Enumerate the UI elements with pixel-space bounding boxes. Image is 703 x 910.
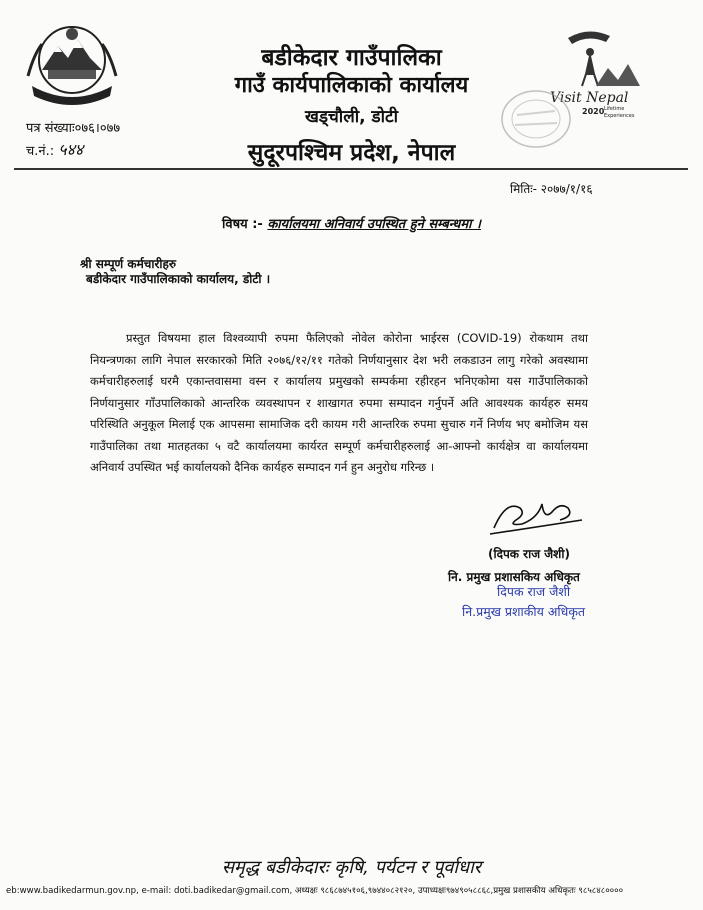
- chalani-number: [26, 138, 83, 160]
- header-line3: खड्चौली, डोटी: [305, 107, 398, 127]
- visit-text: Visit Nepal: [550, 90, 629, 106]
- patra-label: पत्र संख्याः: [26, 121, 75, 136]
- chalani-label: च.नं.:: [26, 144, 55, 159]
- letter-body: प्रस्तुत विषयमा हाल विश्वव्यापी रुपमा फैलिएको नोवेल कोरोना भाईरस (COVID-19) रोकथाम तथा नियन्त्रणका लागि नेपाल सरकारको मिति २०७६/१२/११ गतेको निर्णयानुसार देश भरी लकडाउन लागु गरेको अवस्थामा कर्मचारीहरुलाई घरमै एकान्तवासमा वस्न र कार्यालय प्रमुखको सम्पर्कमा रहीरहन भनिएकोमा यस गाउँपालिकाको निर्णयानुसार गाँउपालिकाको आन्तरिक व्यवस्थापन र शाखागत रुपमा सम्पादन गर्नुपर्ने अति आवश्यक कार्यहरु समय परिस्थिति अनुकूल मिलाई एक आपसमा सामाजिक दरी कायम गरी आन्तरिक रुपमा सुचारु गर्ने निर्णय भए बमोजिम यस गाउँपालिका तथा मातहतका ५ वटै कार्यालयमा कार्यरत सम्पूर्ण कर्मचारीहरुलाई आ-आफ्नो कार्यक्षेत्र वा कार्यालयमा अनिवार्य उपस्थित भई कार्यालयको दैनिक कार्यहरु सम्पादन गर्न हुन अनुरोध गरिन्छ ।: [90, 331, 588, 474]
- visit-tag2: Experiences: [604, 113, 635, 119]
- stamp-name: दिपक राज जैशी: [497, 584, 571, 599]
- header-divider: [14, 168, 688, 170]
- letter-date: मितिः- २०७७/१/१६: [510, 182, 593, 196]
- recipient-line2: बडीकेदार गाउँपालिकाको कार्यालय, डोटी ।: [86, 272, 271, 286]
- subject-text: कार्यालयमा अनिवार्य उपस्थित हुने सम्बन्धमा ।: [267, 217, 481, 232]
- footer-contact: eb:www.badikedarmun.gov.np, e-mail: doti.badikedar@gmail.com, अध्यक्षः ९८६८७४५१०६,९७४४०८२१२०, उपाध्यक्षः९७४९०५८८६८,प्रमुख प्रशासकीय अधिकृतः ९८५८४८००००: [6, 886, 624, 896]
- patra-sankhya: [26, 118, 120, 136]
- footer-motto: समृद्ध बडीकेदारः कृषि, पर्यटन र पूर्वाधार: [221, 857, 482, 878]
- signatory-title: नि. प्रमुख प्रशासकिय अधिकृत: [448, 570, 580, 584]
- header-line4: सुदूरपश्चिम प्रदेश, नेपाल: [247, 140, 456, 166]
- header-line1: बडीकेदार गाउँपालिका: [261, 45, 442, 71]
- handwritten-signature: [486, 490, 586, 538]
- signatory-name: (दिपक राज जैशी): [488, 547, 570, 561]
- chalani-value: ५४४: [58, 140, 84, 159]
- stamp-title: नि.प्रमुख प्रशाकीय अधिकृत: [462, 604, 586, 619]
- patra-value: ०७६।०७७: [74, 121, 121, 136]
- visit-year: 2020: [582, 107, 605, 116]
- recipient-line1: श्री सम्पूर्ण कर्मचारीहरु: [80, 257, 177, 271]
- header-line2: गाउँ कार्यपालिकाको कार्यालय: [234, 73, 469, 98]
- subject-label: विषय :-: [222, 217, 263, 232]
- visit-tag1: Lifetime: [604, 106, 625, 112]
- subject-line: [0, 214, 703, 232]
